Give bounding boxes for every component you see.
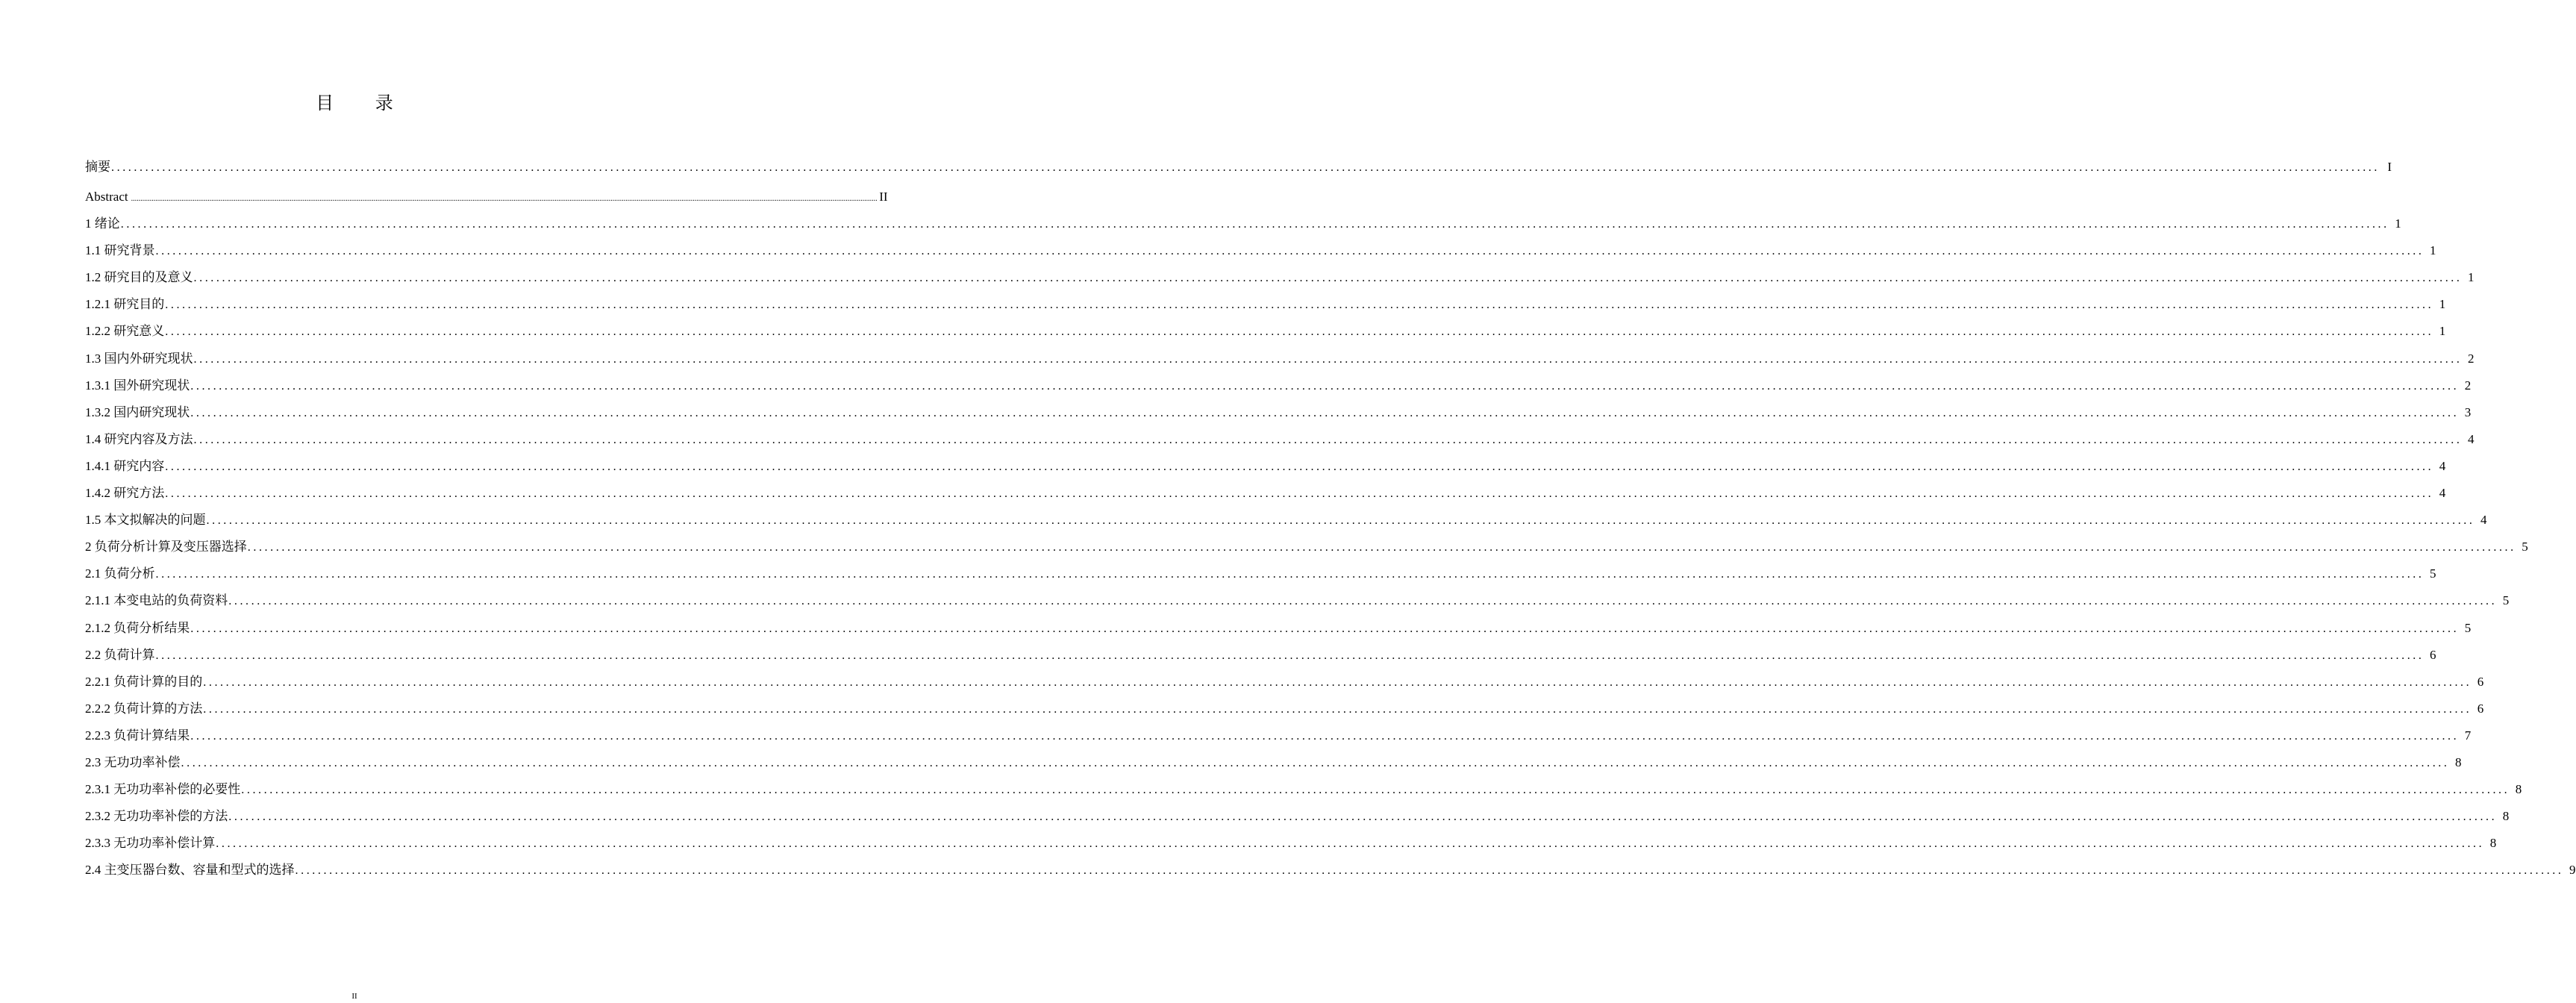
toc-entry-label: 2.4 主变压器台数、容量和型式的选择 <box>85 863 295 878</box>
toc-dot-leader: ................................................................................................................................................................................................................................................................................................................................................................................................................ <box>206 514 2475 528</box>
table-of-contents <box>85 158 2576 888</box>
toc-entry[interactable] <box>85 322 2446 349</box>
toc-entry-label: 1.4.2 研究方法 <box>85 486 165 501</box>
toc-entry-label: 2.2.3 负荷计算结果 <box>85 728 190 743</box>
toc-entry[interactable] <box>85 377 2472 404</box>
toc-entry-page: 7 <box>2464 728 2472 743</box>
toc-entry-label: 1.3 国内外研究现状 <box>85 351 193 366</box>
toc-entry[interactable] <box>85 158 2392 188</box>
toc-dot-leader: ................................................................................................................................................................................................................................................................................................................................................................................................................ <box>190 406 2460 419</box>
toc-entry-page: 2 <box>2468 351 2475 366</box>
toc-entry-label: 2.3.2 无功功率补偿的方法 <box>85 809 228 824</box>
toc-entry[interactable] <box>85 457 2446 484</box>
toc-entry-page: 6 <box>2430 647 2436 662</box>
toc-entry[interactable] <box>85 242 2436 269</box>
toc-entry[interactable] <box>85 700 2484 727</box>
toc-dot-leader: ................................................................................................................................................................................................................................................................................................................................................................................................................ <box>165 299 2434 312</box>
toc-entry-label: 2.2.2 负荷计算的方法 <box>85 701 203 716</box>
toc-entry-page: 6 <box>2477 701 2484 716</box>
toc-dot-leader: ................................................................................................................................................................................................................................................................................................................................................................................................................ <box>193 352 2463 366</box>
toc-entry[interactable] <box>85 511 2487 538</box>
toc-entry-page: 2 <box>2464 378 2472 393</box>
toc-entry-page: 9 <box>2569 863 2576 878</box>
toc-entry-page: 8 <box>2489 836 2497 851</box>
toc-entry-page: 5 <box>2522 540 2528 554</box>
toc-entry-page: 1 <box>2430 243 2436 258</box>
toc-entry[interactable] <box>85 834 2497 861</box>
toc-dot-leader: ................................................................................................................................................................................................................................................................................................................................................................................................................ <box>247 541 2516 554</box>
toc-dot-leader: ................................................................................................................................................................................................................................................................................................................................................................................................................ <box>295 864 2564 878</box>
toc-entry-label: 1.2 研究目的及意义 <box>85 270 193 285</box>
toc-entry-page: 5 <box>2464 620 2472 635</box>
toc-dot-leader: ................................................................................................................................................................................................................................................................................................................................................................................................................ <box>155 568 2425 581</box>
toc-entry-label: 2.2 负荷计算 <box>85 647 155 662</box>
toc-entry-page: 4 <box>2480 513 2487 528</box>
toc-entry[interactable] <box>85 673 2484 700</box>
toc-entry[interactable] <box>85 781 2522 807</box>
toc-entry-label: 1.4.1 研究内容 <box>85 458 165 473</box>
toc-entry[interactable] <box>85 565 2436 592</box>
toc-dot-leader: ................................................................................................................................................................................................................................................................................................................................................................................................................ <box>193 433 2463 446</box>
toc-entry-page: 5 <box>2502 593 2510 608</box>
toc-entry[interactable] <box>85 538 2528 565</box>
toc-dot-leader: ................................................................................................................................................................................................................................................................................................................................................................................................................ <box>203 702 2472 716</box>
toc-dot-leader: ................................................................................................................................................................................................................................................................................................................................................................................................................ <box>190 729 2460 743</box>
page-title: 目 录 <box>316 93 411 113</box>
toc-entry-label: 2.3 无功功率补偿 <box>85 754 181 769</box>
toc-entry-page: 3 <box>2464 404 2472 419</box>
toc-entry[interactable] <box>85 404 2472 431</box>
toc-entry-page: 1 <box>2439 297 2446 312</box>
toc-entry[interactable] <box>85 646 2436 673</box>
toc-entry-page: 4 <box>2439 458 2446 473</box>
toc-entry-label: 摘要 <box>85 160 110 174</box>
toc-entry-label: 1.1 研究背景 <box>85 243 155 258</box>
toc-entry-page: 1 <box>2468 270 2475 285</box>
toc-dot-leader: ................................................................................................................................................................................................................................................................................................................................................................................................................ <box>216 837 2485 851</box>
toc-entry[interactable] <box>85 861 2576 888</box>
toc-entry-label: 1.2.2 研究意义 <box>85 324 165 339</box>
toc-dot-leader: ................................................................................................................................................................................................................................................................................................................................................................................................................ <box>111 161 2380 174</box>
toc-entry[interactable] <box>85 431 2475 457</box>
toc-dot-leader: ................................................................................................................................................................................................................................................................................................................................................................................................................ <box>155 245 2425 258</box>
toc-entry[interactable] <box>85 484 2446 511</box>
toc-entry-label: 2 负荷分析计算及变压器选择 <box>85 540 247 554</box>
toc-dot-leader: ................................................................................................................................................................................................................................................................................................................................................................................................................ <box>241 784 2510 797</box>
toc-entry-page: 8 <box>2455 754 2462 769</box>
toc-dot-leader: ................................................................................................................................................................................................................................................................................................................................................................................................................ <box>228 595 2498 608</box>
toc-entry-label: 1 绪论 <box>85 216 120 231</box>
toc-entry[interactable] <box>85 350 2475 377</box>
toc-entry-page: 6 <box>2477 674 2484 689</box>
toc-dot-leader: ................................................................................................................................................................................................................................................................................................................................................................................................................ <box>165 325 2434 339</box>
toc-entry-label: 2.1.2 负荷分析结果 <box>85 620 190 635</box>
toc-dot-leader: ................................................................................................................................................................................................................................................................................................................................................................................................................ <box>120 218 2389 231</box>
toc-entry-label: 1.3.2 国内研究现状 <box>85 404 190 419</box>
toc-dot-leader: ................................................................................................................................................................................................................................................................................................................................................................................................................ <box>193 272 2463 285</box>
toc-dot-leader: ................................................................................................................................................................................................................................................................................................................................................................................................................ <box>165 487 2434 501</box>
toc-entry-page: I <box>2387 160 2392 174</box>
toc-entry-label: 2.1 负荷分析 <box>85 566 155 581</box>
toc-entry-page: 1 <box>2439 324 2446 339</box>
toc-dot-leader: ................................................................................................................................................................................................................................................................................................................................................................................................................ <box>190 622 2460 635</box>
toc-dot-leader: ................................................................................................................................................................................................................................................................................................................................................................................................................ <box>228 810 2498 824</box>
toc-entry-page: 8 <box>2515 782 2522 797</box>
toc-dot-leader: ................................................................................................................................................................................................................................................................................................................................................................................................................ <box>181 756 2450 769</box>
toc-dot-leader: ................................................................................................................................................................................................................................................................................................................................................................................................................ <box>203 675 2472 689</box>
toc-entry[interactable] <box>85 619 2472 646</box>
toc-entry[interactable] <box>85 188 888 215</box>
toc-entry-label: 2.2.1 负荷计算的目的 <box>85 674 203 689</box>
toc-entry-page: 8 <box>2502 809 2510 824</box>
toc-entry-page: 5 <box>2430 566 2436 581</box>
toc-entry-label: 1.2.1 研究目的 <box>85 297 165 312</box>
toc-entry-label: 2.3.1 无功功率补偿的必要性 <box>85 782 241 797</box>
toc-entry-page: 1 <box>2395 216 2401 231</box>
toc-entry-label: 2.3.3 无功功率补偿计算 <box>85 836 216 851</box>
toc-entry[interactable] <box>85 269 2475 296</box>
toc-dot-leader: ................................................................................................................................................................................................................................................................................................................................................................................................................ <box>165 460 2434 473</box>
toc-dot-leader: ................................................................................................................................................................................................................................................................................................................................................................................................................ <box>155 649 2425 662</box>
toc-entry[interactable] <box>85 754 2462 781</box>
toc-entry-label: 1.3.1 国外研究现状 <box>85 378 190 393</box>
toc-entry[interactable] <box>85 592 2510 619</box>
toc-entry[interactable] <box>85 807 2510 834</box>
toc-entry[interactable] <box>85 727 2472 754</box>
toc-entry[interactable] <box>85 215 2401 242</box>
toc-dot-leader: ................................................................................................................................................................................................................................................................................................................................................................................................................ <box>131 195 878 203</box>
toc-entry-label: 2.1.1 本变电站的负荷资料 <box>85 593 228 608</box>
toc-entry[interactable] <box>85 296 2446 322</box>
toc-entry-page: 4 <box>2468 431 2475 446</box>
toc-entry-label: 1.5 本文拟解决的问题 <box>85 513 206 528</box>
page-number: II <box>351 992 357 1001</box>
toc-dot-leader: ................................................................................................................................................................................................................................................................................................................................................................................................................ <box>190 379 2460 393</box>
toc-entry-page: II <box>879 190 888 204</box>
toc-entry-page: 4 <box>2439 486 2446 501</box>
toc-entry-label: 1.4 研究内容及方法 <box>85 431 193 446</box>
toc-entry-label: Abstract <box>85 190 128 204</box>
